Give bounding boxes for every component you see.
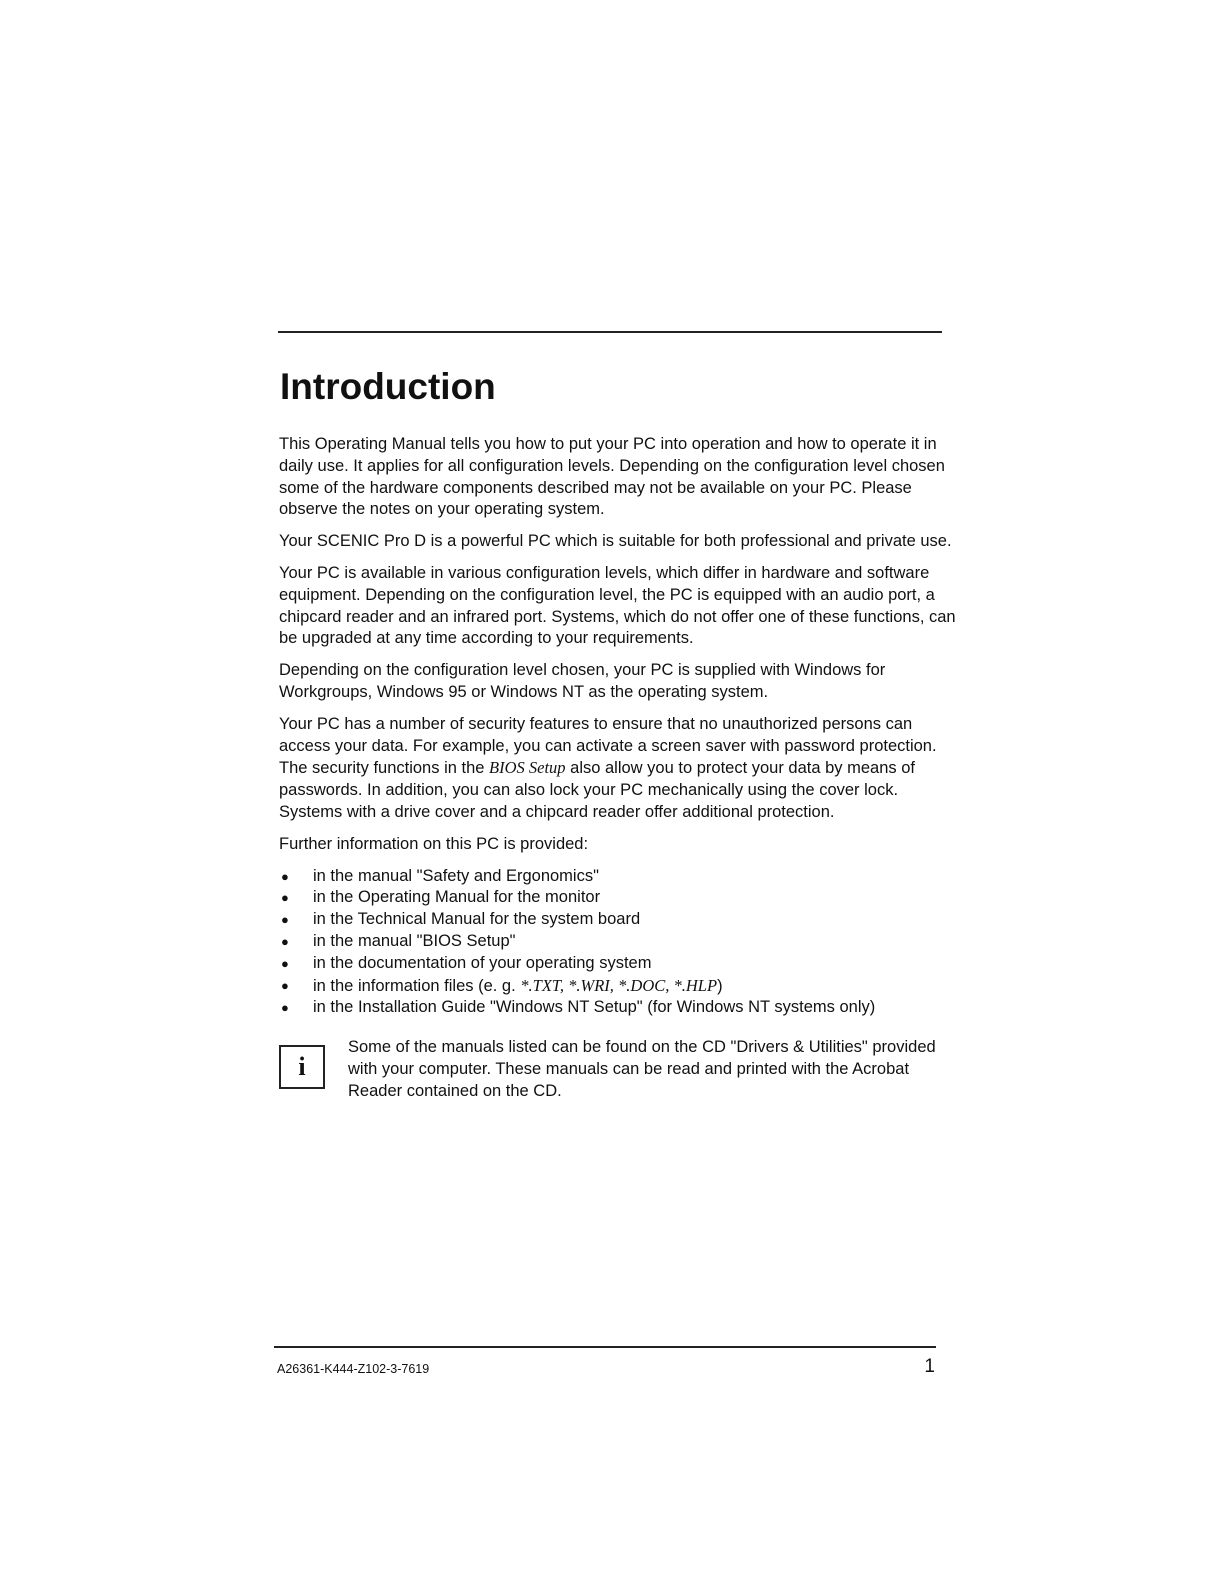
bios-setup-term: BIOS Setup: [489, 758, 566, 778]
list-item: ● in the documentation of your operating system: [279, 953, 959, 975]
body-text: [279, 434, 959, 1107]
page-number: 1: [924, 1356, 935, 1377]
list-item: ● in the Technical Manual for the system board: [279, 909, 959, 931]
paragraph-configuration: Your PC is available in various configuration levels, which differ in hardware and software equipment. Depending on the configuration level, the PC is equipped with an audio port, a chipcard reader and an infrared port. Systems, which do not offer one of these functions, can be upgraded at any time according to your requirements.: [279, 563, 956, 648]
page-title: Introduction: [280, 366, 496, 407]
further-info-list: [279, 866, 959, 1020]
bullet-icon: ●: [281, 933, 289, 949]
list-item: ● in the manual "BIOS Setup": [279, 931, 959, 953]
list-item: ● in the information files (e. g. *.TXT, *.WRI, *.DOC, *.HLP): [281, 975, 723, 995]
info-icon: i: [279, 1045, 325, 1089]
document-code: A26361-K444-Z102-3-7619: [277, 1362, 430, 1376]
header-rule: [278, 331, 942, 333]
bullet-icon: ●: [281, 890, 289, 906]
bullet-icon: ●: [281, 868, 289, 884]
further-info-intro: Further information on this PC is provided:: [279, 834, 589, 853]
paragraph-overview: This Operating Manual tells you how to put your PC into operation and how to operate it in daily use. It applies for all configuration levels. Depending on the configuration level chosen some of the hardware components described may not be available on your PC. Please observe the notes on your operating system.: [279, 435, 945, 519]
bullet-icon: ●: [281, 977, 289, 993]
security-text-after: also allow you to protect your data by means of passwords. In addition, you can also lock your PC mechanically using the cover lock. Systems with a drive cover and a chipcard reader offer additional protection.: [279, 759, 916, 821]
paragraph-usage: Your SCENIC Pro D is a powerful PC which is suitable for both professional and private use.: [279, 532, 952, 551]
security-text-before: Your PC has a number of security features to ensure that no unauthorized persons can access your data. For example, you can activate a screen saver with password protection. The security functions in the: [279, 714, 937, 778]
file-extensions: *.TXT, *.WRI, *.DOC, *.HLP: [520, 975, 718, 995]
footer-rule: [274, 1346, 936, 1348]
bullet-icon: ●: [281, 955, 289, 971]
bullet-icon: ●: [281, 912, 289, 928]
list-item: ● in the Operating Manual for the monitor: [279, 887, 959, 909]
paragraph-security: [279, 714, 959, 824]
list-item: ● in the Installation Guide "Windows NT Setup" (for Windows NT systems only): [279, 997, 959, 1019]
info-note: [279, 1037, 959, 1107]
paragraph-operating-system: Depending on the configuration level chosen, your PC is supplied with Windows for Workgroups, Windows 95 or Windows NT as the operating system.: [279, 661, 886, 701]
bullet-icon: ●: [281, 1000, 289, 1016]
list-item: ● in the manual "Safety and Ergonomics": [279, 866, 959, 888]
info-note-text: Some of the manuals listed can be found on the CD "Drivers & Utilities" provided with your computer. These manuals can be read and printed with the Acrobat Reader contained on the CD.: [348, 1038, 936, 1100]
